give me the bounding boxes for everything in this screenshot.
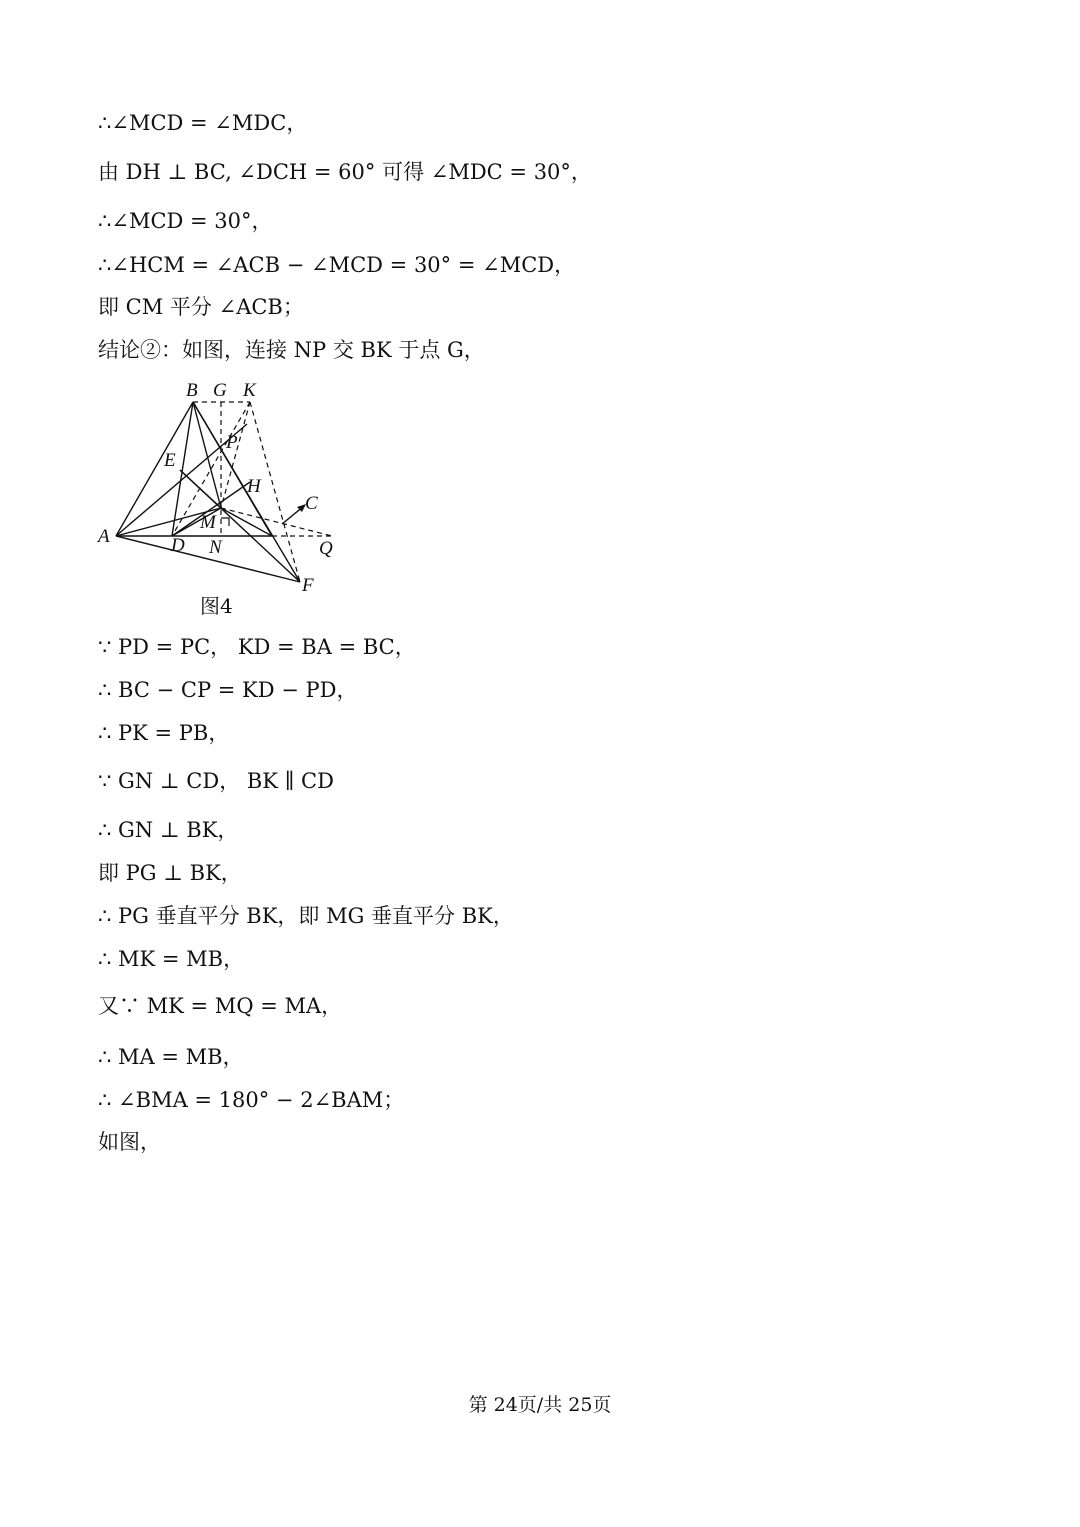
text-line-14: ∴ MK = MB， [98, 947, 245, 971]
text-line-4: ∴∠HCM = ∠ACB − ∠MCD = 30° = ∠MCD， [98, 253, 576, 277]
text-line-7: ∵ PD = PC， KD = BA = BC， [98, 635, 416, 659]
text-line-12: 即 PG ⊥ BK， [98, 861, 242, 885]
text-line-3: ∴∠MCD = 30°， [98, 209, 273, 233]
segment-MB [193, 402, 221, 508]
label-A: A [98, 526, 110, 547]
label-G: G [213, 380, 227, 401]
figure-caption: 图4 [200, 594, 233, 618]
label-M: M [200, 512, 216, 533]
segment-AB [116, 402, 193, 536]
label-N: N [209, 537, 222, 558]
segment-AF [116, 536, 300, 582]
text-line-18: 如图， [98, 1130, 161, 1154]
right-angle-mark [221, 518, 229, 526]
figure-svg [92, 378, 352, 598]
text-line-1: ∴∠MCD = ∠MDC， [98, 111, 308, 135]
geometry-figure-4 [92, 378, 352, 598]
label-D: D [171, 535, 185, 556]
text-line-9: ∴ PK = PB， [98, 721, 230, 745]
text-line-13: ∴ PG 垂直平分 BK，即 MG 垂直平分 BK， [98, 904, 514, 928]
text-line-11: ∴ GN ⊥ BK， [98, 818, 239, 842]
text-line-17: ∴ ∠BMA = 180° − 2∠BAM； [98, 1088, 405, 1112]
page-footer: 第 24页/共 25页 [468, 1394, 612, 1416]
label-P: P [226, 432, 238, 453]
label-F: F [302, 575, 314, 596]
text-line-6: 结论②：如图，连接 NP 交 BK 于点 G， [98, 338, 485, 362]
label-E: E [164, 450, 176, 471]
label-K: K [243, 380, 256, 401]
label-B: B [186, 380, 198, 401]
label-H: H [247, 476, 261, 497]
text-line-15: 又∵ MK = MQ = MA， [98, 994, 343, 1018]
text-line-8: ∴ BC − CP = KD − PD， [98, 678, 358, 702]
segment-EF [180, 470, 300, 582]
text-line-10: ∵ GN ⊥ CD， BK ∥ CD [98, 769, 334, 793]
label-Q: Q [319, 538, 333, 559]
text-line-16: ∴ MA = MB， [98, 1045, 244, 1069]
text-line-5: 即 CM 平分 ∠ACB； [98, 295, 304, 319]
label-C: C [305, 493, 318, 514]
text-line-2: 由 DH ⊥ BC, ∠DCH = 60° 可得 ∠MDC = 30°， [98, 160, 592, 184]
